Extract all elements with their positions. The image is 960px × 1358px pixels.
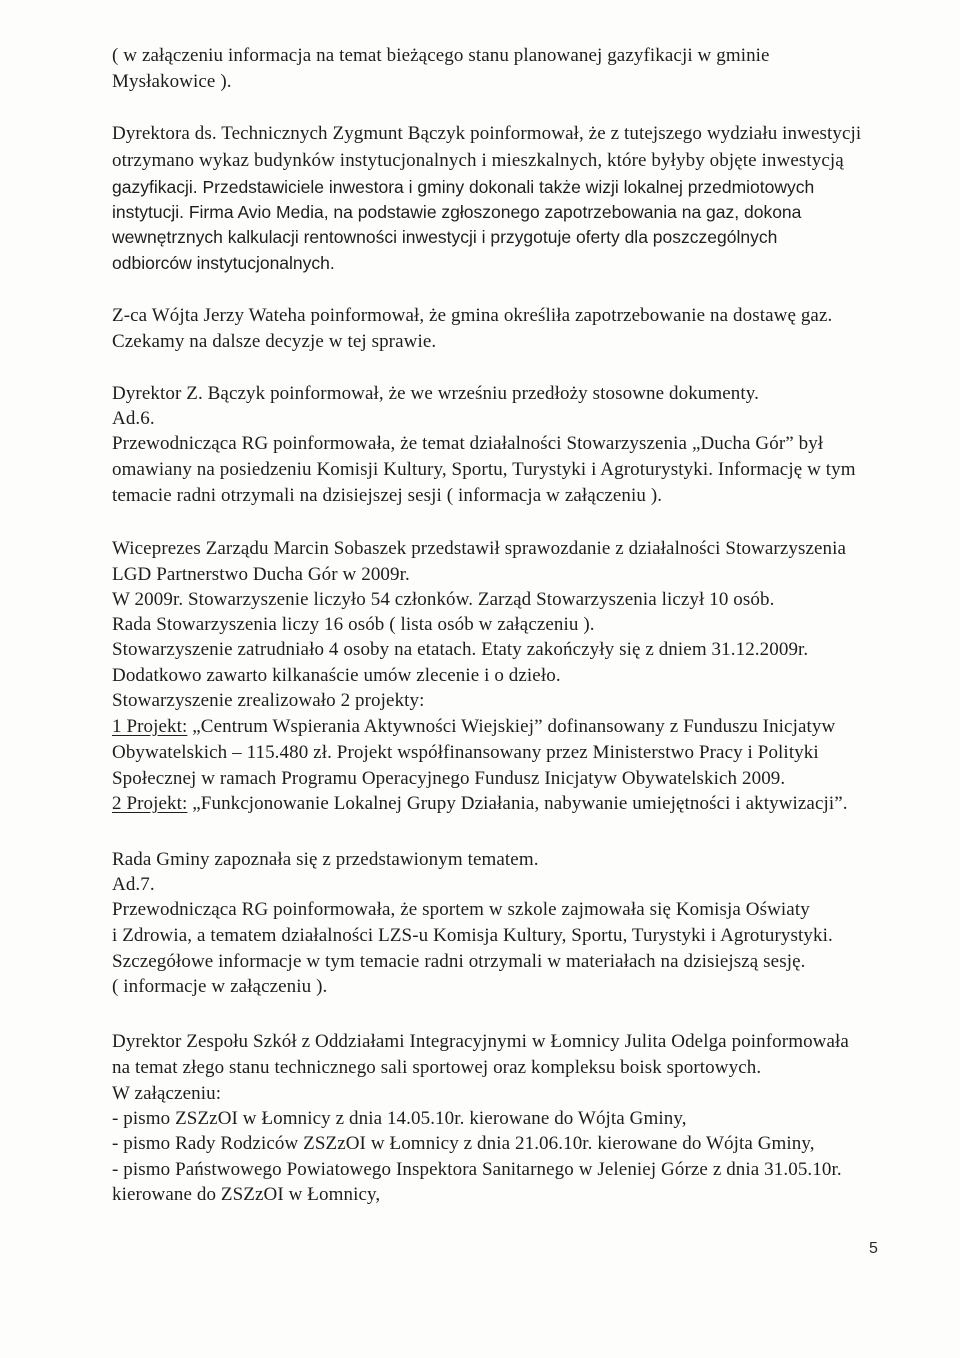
text-line: kierowane do ZSZzOI w Łomnicy, [112,1184,381,1205]
text-line: Dodatkowo zawarto kilkanaście umów zlecenie i o dzieło. [112,665,561,686]
text-line: Przewodnicząca RG poinformowała, że sportem w szkole zajmowała się Komisja Oświaty [112,899,810,920]
text-line: Przewodnicząca RG poinformowała, że temat działalności Stowarzyszenia „Ducha Gór” był [112,433,824,454]
text-line: Szczegółowe informacje w tym temacie radni otrzymali w materiałach na dzisiejszą sesję. [112,951,806,972]
text-line [112,201,801,224]
text-line: odbiorców instytucjonalnych. [112,253,335,273]
text-line: Stowarzyszenie zrealizowało 2 projekty: [112,690,425,711]
list-item: - pismo ZSZzOI w Łomnicy z dnia 14.05.10r. kierowane do Wójta Gminy, [112,1108,687,1129]
list-item: - pismo Rady Rodziców ZSZzOI w Łomnicy z dnia 21.06.10r. kierowane do Wójta Gminy, [112,1133,815,1154]
text-span: „Funkcjonowanie Lokalnej Grupy Działania, nabywanie umiejętności i aktywizacji”. [187,793,848,814]
text-line: W załączeniu: [112,1083,222,1104]
text-line: Rada Stowarzyszenia liczy 16 osób ( lista osób w załączeniu ). [112,614,595,635]
text-span: „Centrum Wspierania Aktywności Wiejskiej” dofinansowany z Funduszu Inicjatyw [187,716,836,737]
text-line: Czekamy na dalsze decyzje w tej sprawie. [112,331,437,352]
text-line [112,176,814,199]
project-label: 1 Projekt: [112,716,188,737]
section-heading: Ad.7. [112,874,155,895]
text-line: ( informacje w załączeniu ). [112,976,328,997]
text-line: wewnętrznych kalkulacji rentowności inwestycji i przygotuje oferty dla poszczególnych [112,227,778,247]
text-span: instytucji. [112,202,184,222]
text-span: Przedstawiciele inwestora i gminy dokonali także wizji lokalnej przedmiotowych [197,177,815,197]
text-line: Społecznej w ramach Programu Operacyjnego Fundusz Inicjatyw Obywatelskich 2009. [112,768,786,789]
text-line: Wiceprezes Zarządu Marcin Sobaszek przedstawił sprawozdanie z działalności Stowarzyszenia [112,538,847,559]
text-line [112,793,848,815]
project-label: 2 Projekt: [112,793,188,814]
text-span: gazyfikacji. [112,177,198,197]
text-line: omawiany na posiedzeniu Komisji Kultury, Sportu, Turystyki i Agroturystyki. Informację w tym [112,459,856,480]
text-line: Dyrektora ds. Technicznych Zygmunt Bączyk poinformował, że z tutejszego wydziału inwestycji [112,123,862,144]
text-line: Z-ca Wójta Jerzy Wateha poinformował, że gmina określiła zapotrzebowanie na dostawę gaz. [112,305,833,326]
section-heading: Ad.6. [112,408,155,429]
text-line: ( w załączeniu informacja na temat bieżącego stanu planowanej gazyfikacji w gminie [112,45,770,66]
text-line: Mysłakowice ). [112,71,232,92]
page-number: 5 [869,1240,878,1257]
text-line: na temat złego stanu technicznego sali sportowej oraz kompleksu boisk sportowych. [112,1057,762,1078]
text-line: Stowarzyszenie zatrudniało 4 osoby na etatach. Etaty zakończyły się z dniem 31.12.2009r. [112,639,809,660]
text-line: Dyrektor Z. Bączyk poinformował, że we wrześniu przedłoży stosowne dokumenty. [112,383,760,404]
text-line: Dyrektor Zespołu Szkół z Oddziałami Integracyjnymi w Łomnicy Julita Odelga poinformowała [112,1031,849,1052]
text-line: i Zdrowia, a tematem działalności LZS-u Komisja Kultury, Sportu, Turystyki i Agroturystyki. [112,925,833,946]
text-line: otrzymano wykaz budynków instytucjonalnych i mieszkalnych, które byłyby objęte inwestycją [112,150,844,171]
text-line [112,716,835,738]
text-line: temacie radni otrzymali na dzisiejszej sesji ( informacja w załączeniu ). [112,485,663,506]
text-line: Rada Gminy zapoznała się z przedstawionym tematem. [112,849,539,870]
text-line: W 2009r. Stowarzyszenie liczyło 54 członków. Zarząd Stowarzyszenia liczył 10 osób. [112,589,775,610]
text-line: LGD Partnerstwo Ducha Gór w 2009r. [112,564,410,585]
text-line: Obywatelskich – 115.480 zł. Projekt współfinansowany przez Ministerstwo Pracy i Polityki [112,742,819,763]
text-span: Firma Avio Media, na podstawie zgłoszonego zapotrzebowania na gaz, dokona [183,202,802,222]
list-item: - pismo Państwowego Powiatowego Inspektora Sanitarnego w Jeleniej Górze z dnia 31.05.10r. [112,1159,842,1180]
